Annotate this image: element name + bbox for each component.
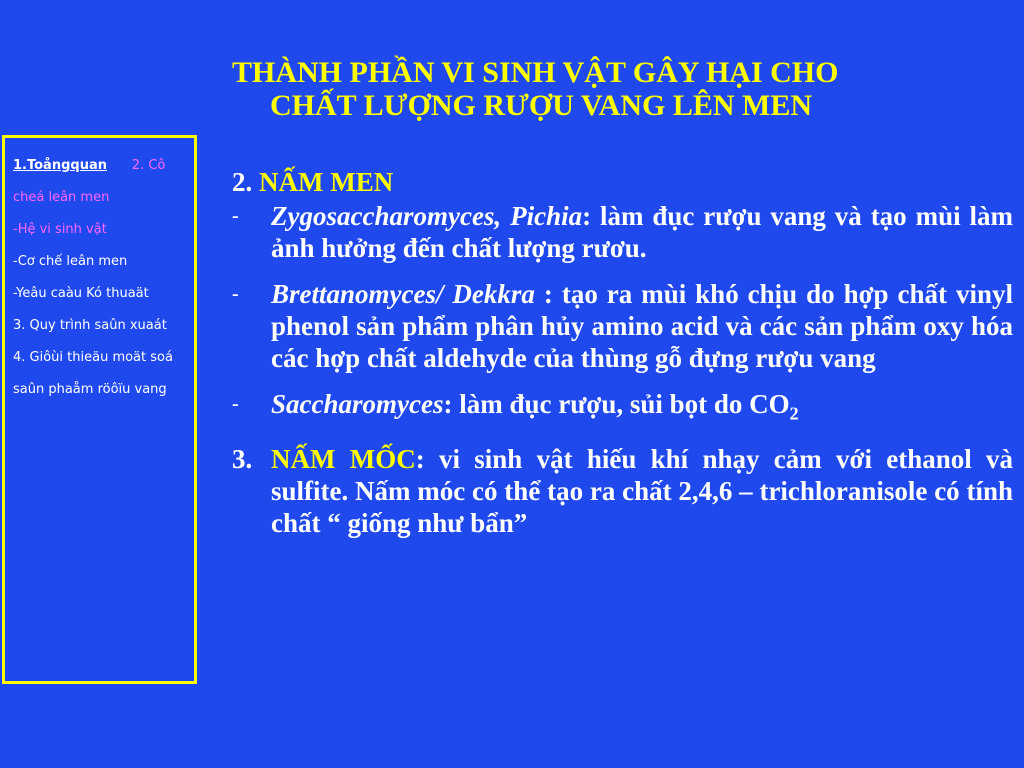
section-2-number: 2. xyxy=(232,167,253,197)
nav-requirements-link[interactable]: Yeâu caàu Kó thuaät xyxy=(16,286,149,301)
nav-process-link[interactable]: 3. Quy trình saûn xuaát xyxy=(13,318,167,333)
nav-item-fermentation[interactable] xyxy=(13,246,186,278)
nav-dash: - xyxy=(13,222,18,237)
nav-mechanism-link[interactable]: 2. Cô xyxy=(131,158,166,173)
nav-item-products[interactable] xyxy=(13,342,186,406)
slide-title xyxy=(232,56,1013,122)
nav-fermentation-link[interactable]: Cơ chế leân men xyxy=(17,254,128,269)
section-3 xyxy=(232,443,1013,539)
nav-overview-link[interactable]: 1.Toångquan xyxy=(13,158,107,173)
bullet-saccharomyces xyxy=(232,388,1013,429)
bullet-dash: - xyxy=(232,205,239,227)
bullet-zygosaccharomyces xyxy=(232,200,1013,264)
nav-microbes-link[interactable]: Hệ vi sinh vật xyxy=(17,222,107,237)
bullet-dash: - xyxy=(232,393,239,415)
bullet-3-text: : làm đục rượu, sủi bọt do CO xyxy=(443,389,790,419)
bullet-dash: - xyxy=(232,283,239,305)
bullet-2-text: : tạo ra mùi khó chịu do hợp chất vinyl phenol sản phẩm phân hủy amino acid và các sản phẩm oxy hóa các hợp chất aldehyde của thùng gỗ đựng rượu vang xyxy=(271,279,1013,373)
nav-mechanism-link-cont[interactable]: cheá leân men xyxy=(13,190,110,205)
section-3-text: : vi sinh vật hiếu khí nhạy cảm với ethanol và sulfite. Nấm móc có thể tạo ra chất 2,4,6 – trichloranisole có tính chất “ giống như bẩn” xyxy=(271,444,1014,539)
bullet-2-term: Brettanomyces/ Dekkra xyxy=(271,279,535,309)
nav-item-overview[interactable] xyxy=(13,150,186,214)
nav-dash: - xyxy=(13,254,18,269)
nav-products-link[interactable]: 4. Giôùi thieäu moät soá saûn phaåm röôïu vang xyxy=(13,350,173,397)
nav-dash: - xyxy=(13,286,17,301)
section-2-title: NẤM MEN xyxy=(259,167,394,197)
section-3-title: NẤM MỐC xyxy=(271,444,416,475)
slide-content xyxy=(232,166,1013,539)
title-line-2: CHẤT LƯỢNG RƯỢU VANG LÊN MEN xyxy=(270,89,812,122)
bullet-3-subscript: 2 xyxy=(789,403,799,424)
nav-item-process[interactable] xyxy=(13,310,186,342)
bullet-1-text: : làm đục rượu vang và tạo mùi làm ảnh hưởng đến chất lượng rươu. xyxy=(271,201,1013,263)
bullet-3-term: Saccharomyces xyxy=(271,389,444,419)
bullet-1-term: Zygosaccharomyces, Pichia xyxy=(271,201,583,231)
section-2-heading xyxy=(232,166,1013,198)
nav-item-microbes[interactable] xyxy=(13,214,186,246)
navigation-panel xyxy=(2,135,197,684)
bullet-brettanomyces xyxy=(232,278,1013,374)
title-line-1: THÀNH PHẦN VI SINH VẬT GÂY HẠI CHO xyxy=(232,56,839,89)
section-3-number: 3. xyxy=(232,444,253,475)
nav-item-requirements[interactable] xyxy=(13,278,186,310)
